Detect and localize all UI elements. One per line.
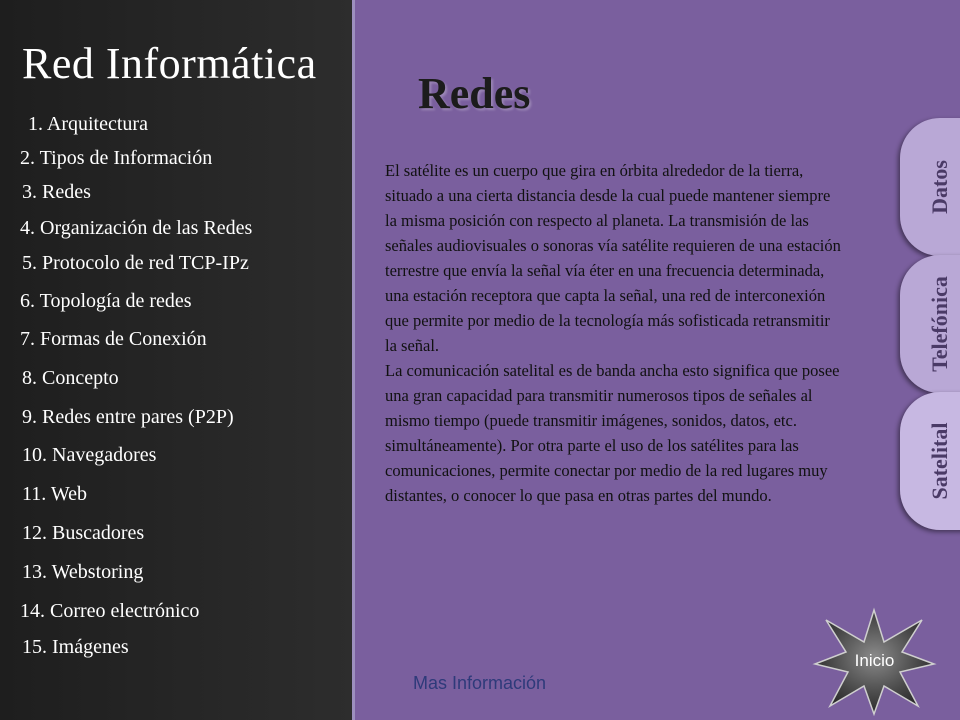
tab-satelital[interactable] [900,392,960,530]
sidebar [0,0,352,720]
tab-telefonica-label: Telefónica [927,276,952,372]
tab-satelital-label: Satelital [927,422,952,500]
nav-item-web[interactable]: 11. Web [22,483,88,505]
article-paragraph: El satélite es un cuerpo que gira en órbita alrededor de la tierra, situado a una cierta distancia desde la cual puede mantener siempre la misma posición con respecto al planeta. La transmisión de las señales audiovisuales o sonoras vía satélite requieren de una estación terrestre que envía la señal vía éter en una frecuencia determinada, una estación receptora que capta la señal, una red de interconexión que permite por medio de la tecnología más sofisticada retransmitir la señal. [385,161,841,355]
nav-item-topologia-de-redes[interactable]: 6. Topología de redes [20,290,192,312]
inicio-label: Inicio [854,651,895,670]
article-body [385,158,845,508]
nav-item-webstoring[interactable]: 13. Webstoring [22,561,144,583]
tab-telefonica[interactable] [900,255,960,393]
nav-item-organizacion-de-las-redes[interactable]: 4. Organización de las Redes [20,217,253,239]
nav-item-redes-entre-pares[interactable]: 9. Redes entre pares (P2P) [22,406,234,428]
app-title: Red Informática [22,39,317,88]
nav-item-protocolo-tcp-ip[interactable]: 5. Protocolo de red TCP-IPz [22,252,249,274]
nav-item-navegadores[interactable]: 10. Navegadores [22,444,157,466]
nav-item-correo-electronico[interactable]: 14. Correo electrónico [20,600,200,622]
tab-datos-label: Datos [927,160,952,214]
tab-datos[interactable] [900,118,960,256]
nav-item-tipos-de-informacion[interactable]: 2. Tipos de Información [20,147,213,169]
nav-item-concepto[interactable]: 8. Concepto [22,367,119,389]
inicio-button[interactable] [812,606,937,716]
nav-item-buscadores[interactable]: 12. Buscadores [22,522,145,544]
article-paragraph: La comunicación satelital es de banda ancha esto significa que posee una gran capacidad para transmitir numerosos tipos de señales al mismo tiempo (puede transmitir imágenes, sonidos, datos, etc. simultáneamente). Por otra parte el uso de los satélites para las comunicaciones, permite conectar por medio de la red lugares muy distantes, o conocer lo que pasa en otras partes del mundo. [385,361,840,505]
mas-informacion-link[interactable]: Mas Información [413,673,547,693]
nav-item-formas-de-conexion[interactable]: 7. Formas de Conexión [20,328,207,350]
nav-item-redes[interactable]: 3. Redes [22,181,91,203]
nav-item-imagenes[interactable]: 15. Imágenes [22,636,129,658]
nav-item-arquitectura[interactable]: 1. Arquitectura [28,113,148,135]
page-title: Redes [418,69,531,118]
